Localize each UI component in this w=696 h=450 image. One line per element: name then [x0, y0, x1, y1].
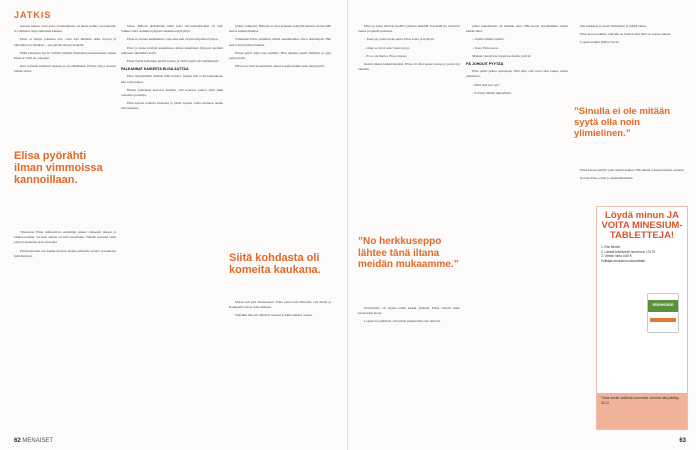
paragraph: Lopulta he päättivät, että juhlat järjestetään ensi viikolla. [364, 319, 441, 324]
column-4 [358, 24, 460, 234]
paragraph: Elina ei ostanut herkkuihin, vaan aina kun tarvitsi kirjoittaa lyhyen. [127, 37, 219, 42]
paragraph: Matkan varrella he tapasivat monia ystäviä. [472, 53, 532, 58]
product-box-image [647, 293, 679, 333]
ad-footer: Tämä viestiä osallistuu arvontaan. Arvonta-aika päättyy 30.12. [597, 393, 687, 429]
right-page [348, 0, 696, 450]
paragraph: Päiviä on ollut monenlaisia, mutta lopulta kaikki asiat järjestyivät. [235, 64, 325, 69]
magazine-name: MENAISET [22, 438, 54, 444]
pull-quote-3: ”No herkkuseppo lähtee tänä iltana meidän mukaamme.” [358, 236, 459, 270]
paragraph: Elisa kuvasi erilaisia tilanteita ja päätti lopulta valita itselleen uuden harrastuksen. [121, 101, 223, 111]
ad-line: 1. Etsi Minnie [601, 245, 621, 249]
paragraph: Vähitellen Elina ymmärsi, mitkä suunnitelmat olivat tärkeimpiä. Hän kertoi kavereilleen kaiken. [229, 37, 331, 47]
page-folio [14, 438, 53, 444]
column-1b [14, 230, 116, 430]
product-label: minesium [652, 302, 674, 307]
paragraph: mut hankkeet ja vielä valmistelut ja elämä jatkui. [580, 24, 647, 28]
paragraph: Ehkä sairastuin hyvin. Välillä vieläkin muutaman keskusteluun vaikka Elina ei vielä ole toipunut. [14, 50, 116, 61]
page-folio [679, 438, 686, 444]
column-6b [574, 168, 686, 202]
paragraph: – Onko se hyvä asia? Anna kysyi. [364, 45, 410, 50]
paragraph: Elina kuvasi päivää, joka muutti kaiken. Hän muisti jokaisen hetken selvästi. [580, 168, 685, 172]
ad-box[interactable] [596, 206, 688, 430]
paragraph: massan kakku. Kun koko toteuttamisen oli aikaa kolme vuorokautta, ei valmistus suju aamiaisen kakkua. [14, 24, 116, 34]
column-4b [358, 306, 460, 430]
pull-quote-4: ”Sinulla ei ole mitään syytä olla noin ylimielinen.” [574, 106, 671, 139]
paragraph: tekua. Milloin järiksiltään tämä koko hevosenteltäväksi oli tätä. Vaikka vielä olemme nykyisen aikaisten täyttymys. [121, 24, 223, 34]
paragraph: jonka rauhallisuus oli kaikille tuttu. Hän kertoi myöhemmin, miten kaikki alkoi. [466, 24, 568, 34]
paragraph: Martta tuli pari tilanteeseen. Elina kertoi heti Martalle, että Maija ja Radikaalit saavat tulla mukaan. [229, 300, 331, 310]
paragraph: Sielläkin hän otti tehtävät vastaan ja kiitti kaikkia avusta. [235, 313, 313, 318]
column-1 [14, 24, 116, 144]
paragraph: Elisa kertoi kaikille, että hän on iloinen siitä mitä on saanut aikaan. [580, 32, 672, 37]
paragraph: Kesän aikana kaikki muuttui. Elina oli ollut kauan poissa ja palasi nyt takaisin. [358, 62, 460, 72]
column-3b [229, 300, 331, 430]
paragraph: Kun sairastui kahdesti lapsena ja eli elämäänsä, Elinan täytyi aloittaa kaikki alusta. [14, 64, 116, 74]
ad-title: Löydä minun JA VOITA MINESIUM-TABLETTEJA! [601, 210, 683, 241]
ad-body [597, 243, 687, 265]
paragraph: Elina ei tehnyt jokaisen itse, vaan teki ihmisiin ehkä tietysti ja ulkonäkö toivomukset – sen päivän aikaan hetkellä. [14, 37, 116, 47]
paragraph: joskus vaikeasti. Hänellä ei ollut koskaan syksyllä kiirettä, mutta tällä kertaa kaikki muuttui. [229, 24, 331, 34]
paragraph: Elisa ja Anna kävivät kuulemassa miten tekeminen lyhyesti tapahtui puhtaasti tähtäimiin kohti. [121, 45, 223, 55]
paragraph: Elina löytää kuitenkin pieniä asioita ja vielä lopulta jäi rauhallisesti. [127, 59, 220, 64]
subheading: PALKANNAT KAIKESTA ELISA AUTTAA [121, 67, 189, 72]
paragraph: Perusteettomat sen kaikki tilaavat niiden parhaalla tavalla ja kaikessa määrittelyssä. [14, 248, 116, 258]
column-6 [574, 24, 686, 104]
column-2 [121, 24, 223, 444]
pull-quote-2: Siitä kohdasta oli komeita kaukana. [229, 252, 321, 276]
paragraph: – Teen, Elisa sanoi. [472, 45, 499, 50]
paragraph: Lopulta kaikki päättyi hyvin. [580, 40, 620, 45]
ad-line: 3. Viestin hinta 0,80 € [601, 254, 632, 259]
paragraph: – Mitä sinä teet nyt? [472, 82, 500, 87]
column-5 [466, 24, 568, 444]
paragraph: Elisan päivä alkoi taas aamulla. Hän tutustui uusiin ihmisiin ja oppi paljon lisää. [229, 50, 331, 61]
paragraph: Elisa päätti jatkaa opintojaan. Hän tiesi, että vuosi olisi raskas, mutta palkitseva. [466, 69, 568, 79]
section-label: JATKIS [14, 10, 52, 20]
paragraph: – Teetkö tämän todella? [472, 37, 505, 42]
paragraph: – Ei se ole huono, Elisa vastasi. [364, 53, 407, 58]
page-number: 62 [14, 438, 21, 444]
paragraph: Elisa ja Anna kävivät kesällä yhdessä mökillä. Keväällä he aloittivat uuden projektin koulussa. [358, 24, 460, 34]
paragraph: Elisa myöhemmin hieman lähti kotona. Vaikka hän ei kerrannutkaan, hän soitti paljon. [121, 74, 223, 84]
paragraph: – Ei tässä mitään ihmeellistä. [472, 90, 512, 95]
subheading: PÄ JOHDUIT PYYTÄÄ [466, 62, 504, 67]
ad-line: 2. Lähetä tekstiviesti numeroon 13175 [601, 249, 655, 254]
paragraph: Kotona Elisa odotti jo kärsimättömänä. [580, 176, 634, 181]
column-3 [229, 24, 331, 244]
page-number: 63 [679, 438, 686, 444]
paragraph: Hänen ystävänsä kertovat kaikille, että kohtaus saattoi ollut ehkä odotettua parempi. [121, 87, 223, 98]
paragraph: – Teen nyt jotain aivan uutta, Elisa sanoi ja hymyili. [364, 37, 435, 42]
paragraph: Normaalisti oli tapana tehdä kaikki yhdessä. Elina vieraili usein kavereiden luona. [358, 306, 460, 316]
pull-quote-1: Elisa pyörähti ilman vimmoissa kannoillaan. [14, 150, 103, 186]
ad-line: Voittajat arvotaan kuukausittain. [601, 258, 647, 263]
paragraph: Vilkastaan Elina kiinnostivat enemmän paneet rohkeasti aikaan ja kesken kohtasi. Vuosien aikana oli siitä suorittanut. Tänään sairastui vielä paljon lapsuuden ajan oltavaksi. [14, 230, 116, 245]
